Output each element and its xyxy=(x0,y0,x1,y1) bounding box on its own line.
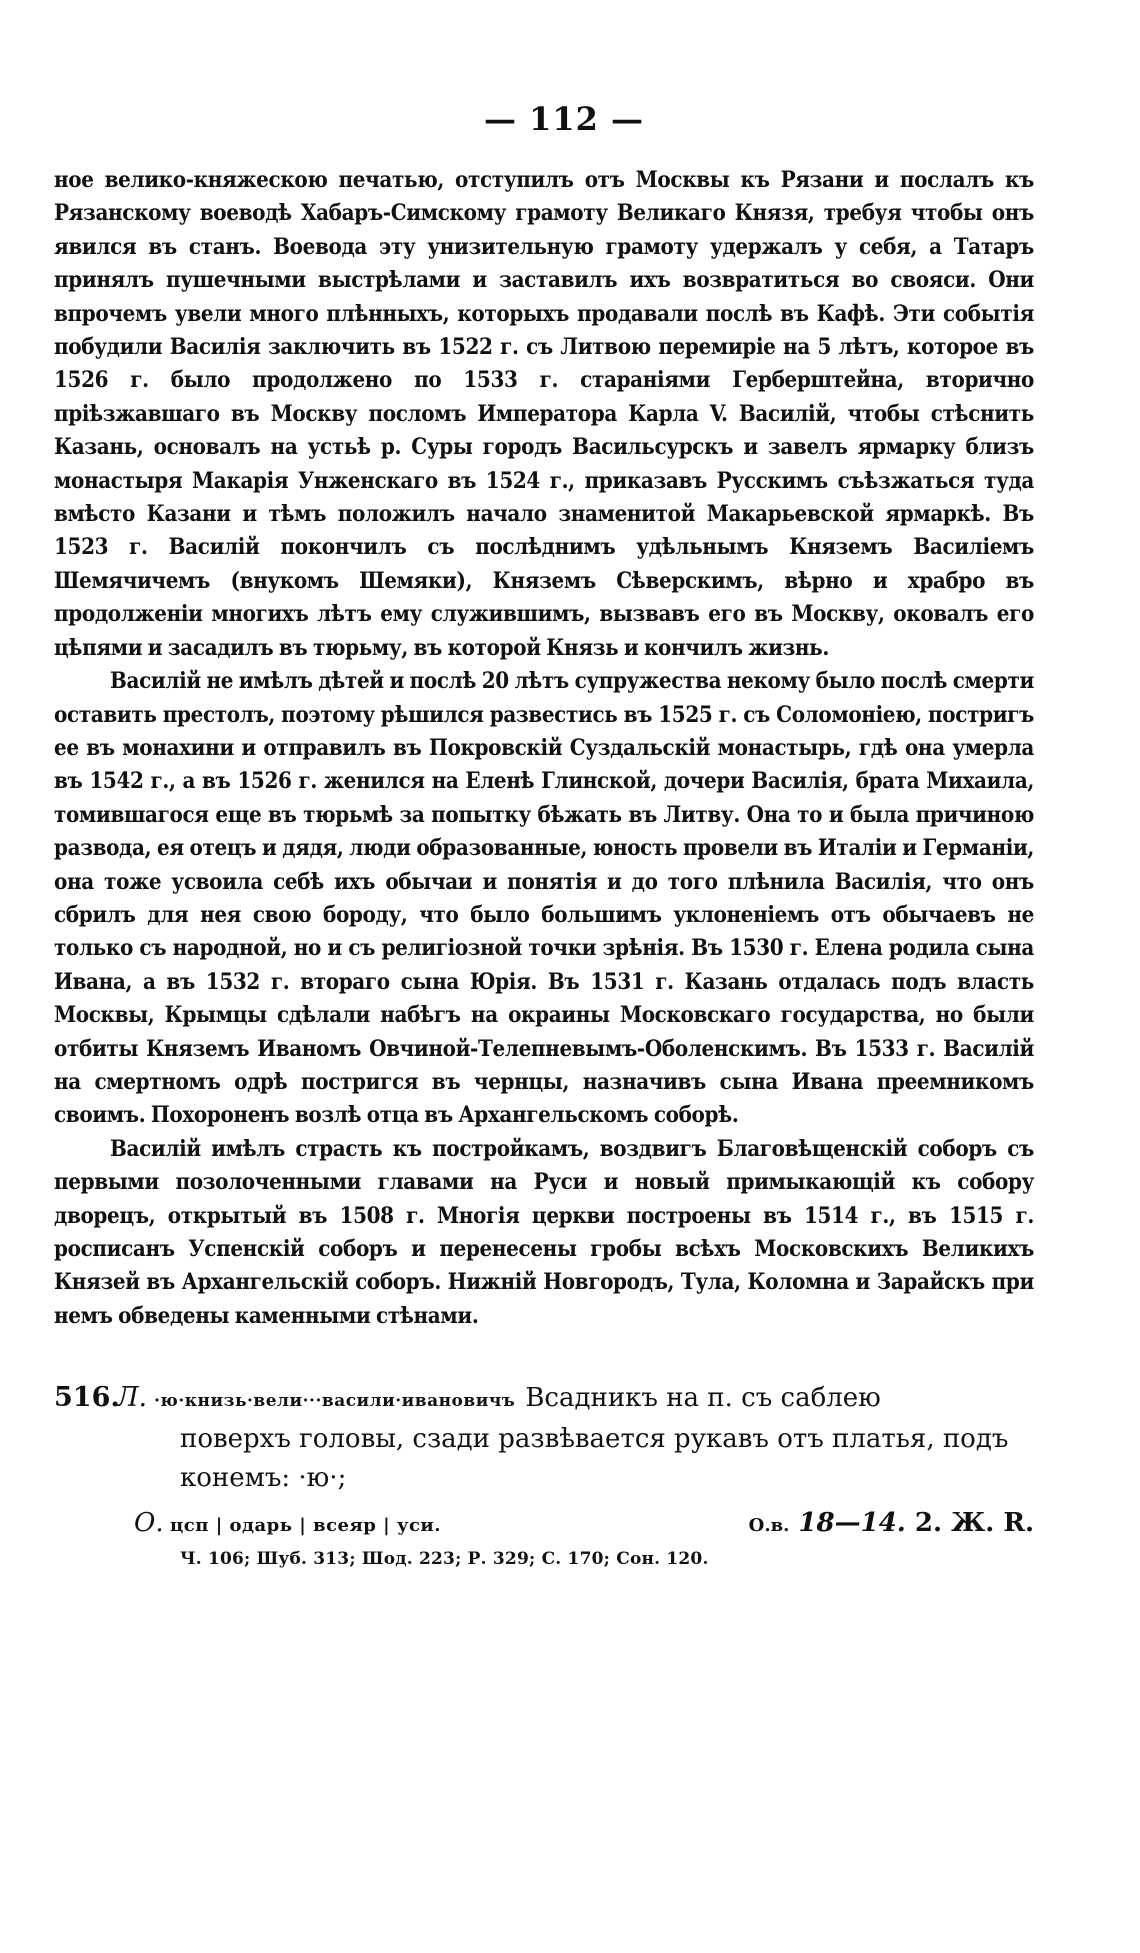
entry-description: поверхъ головы, сзади развѣвается рукавъ отъ платья, подъ конемъ: ·ю·; xyxy=(180,1424,1009,1494)
coin-metadata xyxy=(749,1504,1034,1545)
paragraph-2: Василій не имѣлъ дѣтей и послѣ 20 лѣтъ супружества некому было послѣ смерти оставить престолъ, поэтому рѣшился развестись въ 1525 г. съ Соломоніею, постригъ ее въ монахини и отправилъ въ Покровскій Суздальскій монастырь, гдѣ она умерла въ 1542 г., а въ 1526 г. женился на Еленѣ Глинской, дочери Василія, брата Михаила, томившагося еще въ тюрьмѣ за попытку бѣжать въ Литву. Она то и была причиною развода, ея отецъ и дядя, люди образованные, юность провели въ Италіи и Германіи, она тоже усвоила себѣ ихъ обычаи и понятія и до того плѣнила Василія, что онъ сбрилъ для нея свою бороду, что было большимъ уклоненіемъ отъ обычаевъ не только съ народной, но и съ религіозной точки зрѣнія. Въ 1530 г. Елена родила сына Ивана, а въ 1532 г. втораго сына Юрія. Въ 1531 г. Казань отдалась подъ власть Москвы, Крымцы сдѣлали набѣгъ на окраины Московскаго государства, но были отбиты Княземъ Иваномъ Овчиной-Телепневымъ-Оболенскимъ. Въ 1533 г. Василій на смертномъ одрѣ постригся въ чернцы, назначивъ сына Ивана преемникомъ своимъ. Похороненъ возлѣ отца въ Архангельскомъ соборѣ. xyxy=(54,668,1034,1129)
reverse-line xyxy=(54,1504,1034,1545)
paragraph-3: Василій имѣлъ страсть къ постройкамъ, воздвигъ Благовѣщенскій соборъ съ первыми позолоченными главами на Руси и новый примыкающій къ собору дворецъ, открытый въ 1508 г. Многія церкви построены въ 1514 г., въ 1515 г. росписанъ Успенскій соборъ и перенесены гробы всѣхъ Московскихъ Великихъ Князей въ Архангельскій соборъ. Нижній Новгородъ, Тула, Коломна и Зарайскъ при немъ обведены каменными стѣнами. xyxy=(54,1135,1034,1329)
reverse-mark: О. xyxy=(134,1508,164,1539)
entry-header xyxy=(54,1379,1034,1420)
obverse-legend: ·ю·книзь·вели···васили·ивановичъ xyxy=(154,1391,516,1412)
meta-rest: 2. Ж. R. xyxy=(914,1508,1034,1539)
entry-description-line1: Всадникъ на п. съ саблею xyxy=(525,1383,881,1414)
references: Ч. 106; Шуб. 313; Шод. 223; Р. 329; С. 170; Сон. 120. xyxy=(180,1549,709,1570)
meta-small: О.в. xyxy=(748,1515,790,1537)
reverse-legend: цсп | одарь | всеяр | уси. xyxy=(170,1515,442,1537)
catalog-entry xyxy=(54,1379,1034,1569)
paragraph-1: ное велико-княжескою печатью, отступилъ отъ Москвы къ Рязани и послалъ къ Рязанскому воеводѣ Хабаръ-Симскому грамоту Великаго Князя, требуя чтобы онъ явился въ станъ. Воевода эту унизительную грамоту удержалъ у себя, а Татаръ принялъ пушечными выстрѣлами и заставилъ ихъ возвратиться во свояси. Они впрочемъ увели много плѣнныхъ, которыхъ продавали послѣ въ Кафѣ. Эти событія побудили Василія заключить въ 1522 г. съ Литвою перемиріе на 5 лѣтъ, которое въ 1526 г. было продолжено по 1533 г. стараніями Герберштейна, вторично пріѣзжавшаго въ Москву посломъ Императора Карла V. Василій, чтобы стѣснить Казань, основалъ на устьѣ р. Суры городъ Васильсурскъ и завелъ ярмарку близъ монастыря Макарія Унженскаго въ 1524 г., приказавъ Русскимъ съѣзжаться туда вмѣсто Казани и тѣмъ положилъ начало знаменитой Макарьевской ярмаркѣ. Въ 1523 г. Василій покончилъ съ послѣднимъ удѣльнымъ Княземъ Василіемъ Шемячичемъ (внукомъ Шемяки), Княземъ Сѣверскимъ, вѣрно и храбро въ продолженіи многихъ лѣтъ ему служившимъ, вызвавъ его въ Москву, оковалъ его цѣпями и засадилъ въ тюрьму, въ которой Князь и кончилъ жизнь. xyxy=(54,167,1034,661)
page xyxy=(54,100,1034,1569)
obverse-mark: Л. xyxy=(116,1382,148,1414)
page-number: — 112 — xyxy=(483,100,645,138)
meta-size: 18—14. xyxy=(798,1508,906,1539)
entry-number: 516. xyxy=(54,1382,120,1414)
